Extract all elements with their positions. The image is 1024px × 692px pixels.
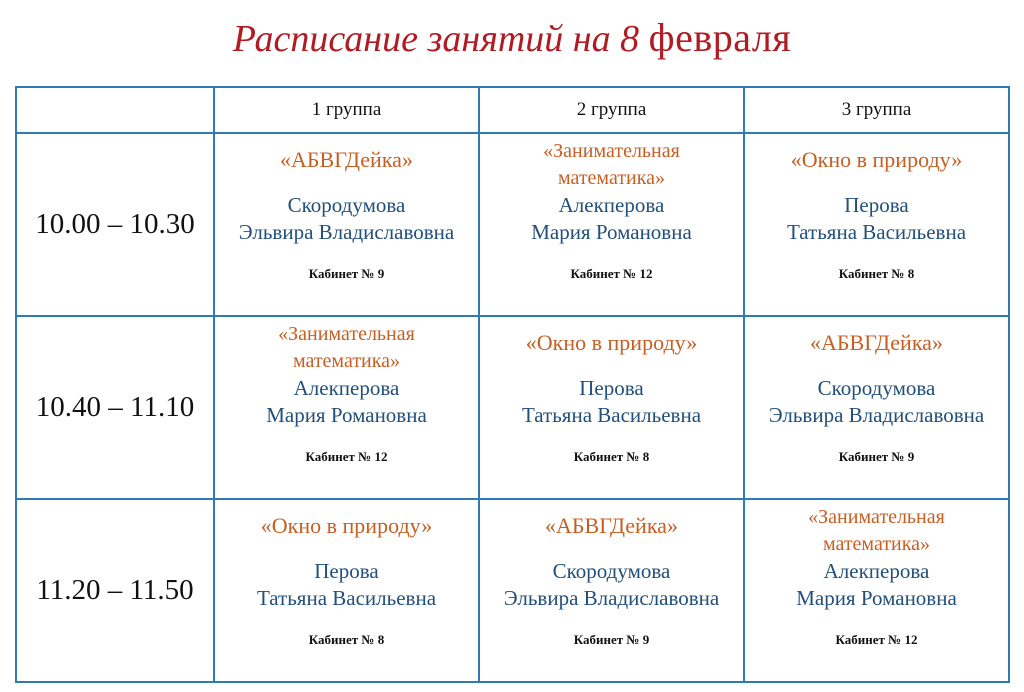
subject-line: математика» [292,350,401,372]
lesson-block [480,500,743,681]
lesson-subject [261,512,432,539]
teacher-line: Алекперова [293,376,400,400]
schedule-cell [744,316,1009,499]
lesson-room: Кабинет № 8 [308,632,385,647]
lesson-block [215,317,478,498]
teacher-line: Алекперова [558,193,665,217]
lesson-room: Кабинет № 12 [305,449,388,464]
teacher-line: Скородумова [287,193,406,217]
subject-line: «Окно в природу» [525,330,698,355]
lesson-subject [791,146,962,173]
header-group-1: 1 группа [214,87,479,133]
lesson-teacher [531,192,692,246]
lesson-subject [278,321,415,375]
lesson-room: Кабинет № 12 [570,266,653,281]
lesson-teacher [257,558,436,612]
schedule-cell [214,499,479,682]
lesson-room: Кабинет № 9 [573,632,650,647]
lesson-block [215,134,478,315]
teacher-line: Татьяна Васильевна [256,586,437,610]
time-slot: 10.40 – 11.10 [16,316,214,499]
lesson-block [745,317,1008,498]
lesson-block [480,134,743,315]
time-slot: 10.00 – 10.30 [16,133,214,316]
header-row [16,87,1009,133]
teacher-line: Эльвира Владиславовна [768,403,985,427]
teacher-line: Мария Романовна [531,220,692,244]
subject-line: математика» [822,533,931,555]
lesson-teacher [787,192,966,246]
header-group-2: 2 группа [479,87,744,133]
table-row [16,499,1009,682]
time-slot: 11.20 – 11.50 [16,499,214,682]
subject-line: «Окно в природу» [790,147,963,172]
subject-line: «АБВГДейка» [545,513,678,538]
lesson-teacher [522,375,701,429]
lesson-room: Кабинет № 9 [838,449,915,464]
lesson-teacher [769,375,984,429]
subject-line: математика» [557,167,666,189]
lesson-room: Кабинет № 9 [308,266,385,281]
lesson-block [745,500,1008,681]
schedule-cell [479,133,744,316]
subject-line: «Занимательная [278,323,415,345]
lesson-block [745,134,1008,315]
header-cell-empty [16,87,214,133]
page-title [0,14,1024,63]
teacher-line: Скородумова [552,559,671,583]
teacher-line: Скородумова [817,376,936,400]
lesson-subject [545,512,678,539]
lesson-teacher [239,192,454,246]
lesson-subject [526,329,697,356]
teacher-line: Мария Романовна [266,403,427,427]
lesson-room: Кабинет № 12 [835,632,918,647]
lesson-teacher [796,558,957,612]
lesson-subject [808,504,945,558]
subject-line: «АБВГДейка» [810,330,943,355]
schedule-table [15,86,1010,683]
subject-line: «Окно в природу» [260,513,433,538]
subject-line: «АБВГДейка» [280,147,413,172]
title-month: февраля [648,15,792,60]
teacher-line: Татьяна Васильевна [786,220,967,244]
teacher-line: Эльвира Владиславовна [238,220,455,244]
lesson-room: Кабинет № 8 [838,266,915,281]
lesson-room: Кабинет № 8 [573,449,650,464]
teacher-line: Татьяна Васильевна [521,403,702,427]
lesson-block [215,500,478,681]
schedule-cell [214,133,479,316]
teacher-line: Мария Романовна [796,586,957,610]
schedule-cell [214,316,479,499]
table-row [16,316,1009,499]
lesson-subject [810,329,943,356]
lesson-subject [280,146,413,173]
header-group-3: 3 группа [744,87,1009,133]
schedule-cell [744,133,1009,316]
teacher-line: Алекперова [823,559,930,583]
teacher-line: Перова [579,376,644,400]
teacher-line: Перова [844,193,909,217]
schedule-cell [479,499,744,682]
subject-line: «Занимательная [808,506,945,528]
table-row [16,133,1009,316]
lesson-teacher [504,558,719,612]
schedule-cell [744,499,1009,682]
title-main: Расписание занятий на 8 [232,18,640,60]
subject-line: «Занимательная [543,140,680,162]
lesson-subject [543,138,680,192]
lesson-block [480,317,743,498]
lesson-teacher [266,375,427,429]
schedule-cell [479,316,744,499]
teacher-line: Эльвира Владиславовна [503,586,720,610]
teacher-line: Перова [314,559,379,583]
